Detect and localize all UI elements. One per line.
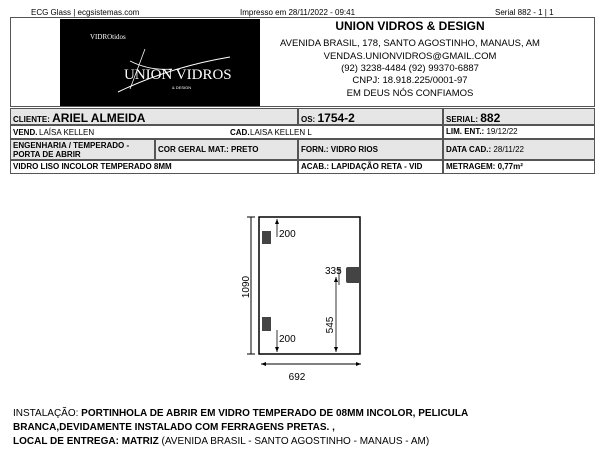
hinge-bottom-dimension-text: 200 <box>279 334 296 345</box>
company-motto: EM DEUS NÓS CONFIAMOS <box>346 88 474 99</box>
color-cell <box>155 139 298 160</box>
door-drawing <box>235 205 375 390</box>
company-phones: (92) 3238-4484 (92) 99370-6887 <box>341 63 479 74</box>
logo-small-text: VIDROtidos <box>90 33 126 41</box>
serial-label: SERIAL: <box>446 115 478 124</box>
supplier-cell <box>298 139 443 160</box>
lim-ent-label: LIM. ENT.: <box>446 127 485 136</box>
installation-label: INSTALAÇÃO: <box>13 408 79 419</box>
installation-text-2: BRANCA,DEVIDAMENTE INSTALADO COM FERRAGENS PRETAS. , <box>13 422 335 433</box>
client-name: ARIEL ALMEIDA <box>52 111 146 125</box>
color-value: PRETO <box>231 145 259 154</box>
lim-ent-date: 19/12/22 <box>486 127 518 136</box>
delivery-value: MATRIZ <box>121 436 159 447</box>
vend-label: VEND. <box>13 128 38 137</box>
client-label: CLIENTE: <box>13 115 50 124</box>
delivery-line <box>13 436 429 447</box>
date-cell <box>443 139 595 160</box>
date-label: DATA CAD.: <box>446 145 492 154</box>
finish-cell <box>298 160 443 174</box>
serial-cell <box>443 108 595 125</box>
company-name: UNION VIDROS & DESIGN <box>335 19 485 33</box>
cad-label: CAD. <box>230 128 250 137</box>
hinge-top-dimension-text: 200 <box>279 229 296 240</box>
installation-line1 <box>13 408 468 419</box>
product-line2: PORTA DE ABRIR <box>13 150 81 159</box>
installation-text-1: PORTINHOLA DE ABRIR EM VIDRO TEMPERADO DE 08MM INCOLOR, PELICULA <box>81 408 469 419</box>
date-value: 28/11/22 <box>493 145 524 154</box>
os-label: OS: <box>301 115 316 124</box>
serial-number: 882 <box>480 111 501 125</box>
supplier-label: FORN.: <box>301 145 329 154</box>
width-dimension-text: 692 <box>288 372 306 383</box>
delivery-detail: (AVENIDA BRASIL - SANTO AGOSTINHO - MANAUS - AM) <box>161 436 430 447</box>
vend-name: LAÍSA KELLEN <box>39 128 95 137</box>
company-logo <box>60 19 260 106</box>
handle-offset-text: 335 <box>325 266 342 277</box>
area-cell <box>443 160 595 174</box>
logo-main-text: UNION VIDROS <box>124 67 232 83</box>
delivery-label: LOCAL DE ENTREGA: <box>13 436 119 447</box>
company-address: AVENIDA BRASIL, 178, SANTO AGOSTINHO, MANAUS, AM <box>280 38 540 49</box>
supplier-value: VIDRO RIOS <box>330 145 378 154</box>
area-value: 0,77m² <box>497 162 523 171</box>
logo-sub-text: & DESIGN <box>172 85 192 90</box>
color-label: COR GERAL MAT.: <box>158 145 229 154</box>
os-number: 1754-2 <box>317 111 355 125</box>
glass-type: VIDRO LISO INCOLOR TEMPERADO 8MM <box>13 162 172 171</box>
client-cell <box>10 108 298 125</box>
software-credit: ECG Glass | ecgsistemas.com <box>31 8 140 17</box>
finish-value: LAPIDAÇÃO RETA - VID <box>331 162 423 171</box>
print-timestamp: Impresso em 28/11/2022 - 09:41 <box>240 8 356 17</box>
door-handle <box>346 267 360 283</box>
vend-cad-cell <box>10 125 443 139</box>
handle-height-text: 545 <box>325 316 336 334</box>
company-cnpj: CNPJ: 18.918.225/0001-97 <box>352 75 468 86</box>
height-dimension-text: 1090 <box>241 275 252 299</box>
lim-ent-cell <box>443 125 595 139</box>
company-email: VENDAS.UNIONVIDROS@GMAIL.COM <box>323 51 497 62</box>
glass-type-cell <box>10 160 298 174</box>
product-line1: ENGENHARIA / TEMPERADO - <box>13 141 130 150</box>
product-cell <box>10 139 155 160</box>
glass-panel-outline <box>259 217 360 354</box>
hinge-top <box>262 231 271 244</box>
area-label: METRAGEM: <box>446 162 496 171</box>
hinge-bottom <box>262 317 271 331</box>
serial-page: Serial 882 - 1 | 1 <box>495 8 554 17</box>
os-cell <box>298 108 443 125</box>
cad-name: LAISA KELLEN L <box>250 128 312 137</box>
finish-label: ACAB.: <box>301 162 329 171</box>
